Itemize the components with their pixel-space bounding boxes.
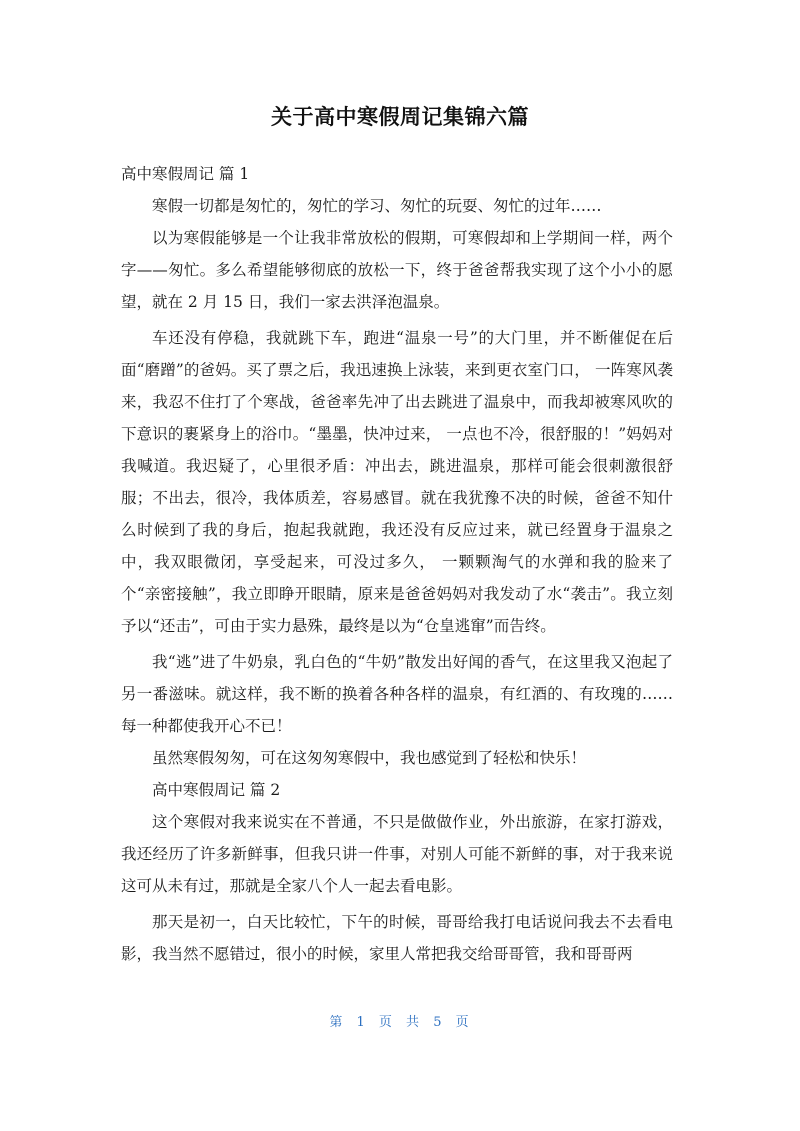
document-title: 关于高中寒假周记集锦六篇 — [271, 105, 529, 129]
page-number: 第 1 页 共 5 页 — [329, 1015, 471, 1030]
paragraph: 寒假一切都是匆忙的，匆忙的学习、匆忙的玩耍、匆忙的过年…… — [152, 197, 602, 215]
paragraph: 我“逃”进了牛奶泉，乳白色的“牛奶”散发出好闻的香气，在这里我又泡起了另一番滋味。就这样，我不断的换着各种各样的温泉，有红酒的、有玫瑰的……每一种都使我开心不已！ — [121, 653, 673, 735]
document-body — [121, 158, 673, 970]
paragraph: 这个寒假对我来说实在不普通，不只是做做作业，外出旅游，在家打游戏，我还经历了许多新鲜事，但我只讲一件事，对别人可能不新鲜的事，对于我来说这可从未有过，那就是全家八个人一起去看电影。 — [121, 813, 673, 895]
paragraph: 虽然寒假匆匆，可在这匆匆寒假中，我也感觉到了轻松和快乐！ — [152, 749, 587, 767]
paragraph: 车还没有停稳，我就跳下车，跑进“温泉一号”的大门里，并不断催促在后面“磨蹭”的爸妈。买了票之后，我迅速换上泳装，来到更衣室门口， 一阵寒风袭来，我忍不住打了个寒战，爸爸率先冲了出去跳进了温泉中，而我却被寒风吹的下意识的裹紧身上的浴巾。“墨墨，快冲过来， 一点也不冷，很舒服的！”妈妈对我喊道。我迟疑了，心里很矛盾：冲出去，跳进温泉，那样可能会很刺激很舒服；不出去，很冷，我体质差，容易感冒。就在我犹豫不决的时候，爸爸不知什么时候到了我的身后，抱起我就跑，我还没有反应过来，就已经置身于温泉之中，我双眼微闭，享受起来，可没过多久， 一颗颗淘气的水弹和我的脸来了个“亲密接触”，我立即睁开眼睛，原来是爸爸妈妈对我发动了水“袭击”。我立刻予以“还击”，可由于实力悬殊，最终是以为“仓皇逃窜”而告终。 — [121, 329, 673, 635]
paragraph: 那天是初一，白天比较忙，下午的时候，哥哥给我打电话说问我去不去看电影，我当然不愿错过，很小的时候，家里人常把我交给哥哥管，我和哥哥两 — [121, 913, 673, 963]
paragraph: 以为寒假能够是一个让我非常放松的假期，可寒假却和上学期间一样，两个字——匆忙。多么希望能够彻底的放松一下，终于爸爸帮我实现了这个小小的愿望，就在 2 月 15 日，我们一家去洪泽泡温泉。 — [121, 229, 673, 311]
section-heading-2: 高中寒假周记 篇 2 — [152, 781, 281, 799]
section-heading-1: 高中寒假周记 篇 1 — [121, 165, 250, 183]
